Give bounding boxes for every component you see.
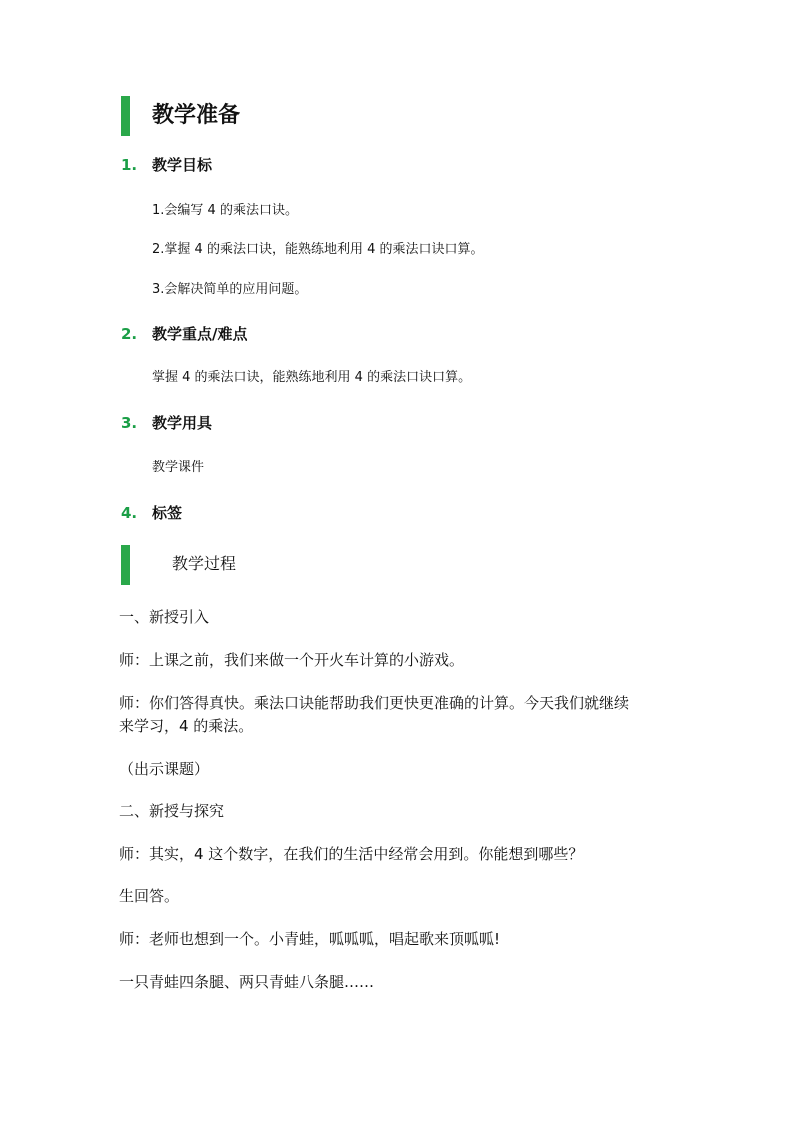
list-number: 1.	[121, 156, 138, 174]
paragraph: 师：其实，4 这个数字，在我们的生活中经常会用到。你能想到哪些？	[119, 845, 584, 863]
subsection-title: 标签	[152, 504, 183, 522]
paragraph: 一、新授引入	[119, 608, 210, 626]
objective-line: 3.会解决简单的应用问题。	[152, 282, 308, 297]
paragraph: 生回答。	[119, 887, 180, 905]
section-title-process: 教学过程	[172, 554, 237, 573]
paragraph: 师：你们答得真快。乘法口诀能帮助我们更快更准确的计算。今天我们就继续	[119, 694, 630, 712]
section-accent-bar	[121, 96, 130, 136]
tools-line: 教学课件	[152, 460, 205, 475]
list-number: 3.	[121, 414, 138, 432]
section-accent-bar	[121, 545, 130, 585]
objective-line: 2.掌握 4 的乘法口诀，能熟练地利用 4 的乘法口诀口算。	[152, 242, 484, 257]
section-title-prep: 教学准备	[152, 103, 241, 128]
list-number: 4.	[121, 504, 138, 522]
paragraph: （出示课题）	[119, 760, 210, 778]
subsection-title: 教学目标	[152, 156, 213, 174]
keypoint-line: 掌握 4 的乘法口诀，能熟练地利用 4 的乘法口诀口算。	[152, 370, 472, 385]
paragraph: 来学习，4 的乘法。	[119, 717, 254, 735]
paragraph: 师：上课之前，我们来做一个开火车计算的小游戏。	[119, 651, 465, 669]
objective-line: 1.会编写 4 的乘法口诀。	[152, 203, 298, 218]
list-number: 2.	[121, 325, 138, 343]
paragraph: 二、新授与探究	[119, 802, 225, 820]
paragraph: 师：老师也想到一个。小青蛙，呱呱呱，唱起歌来顶呱呱!	[119, 930, 501, 948]
subsection-title: 教学重点/难点	[152, 325, 248, 343]
subsection-title: 教学用具	[152, 414, 213, 432]
paragraph: 一只青蛙四条腿、两只青蛙八条腿……	[119, 973, 375, 991]
